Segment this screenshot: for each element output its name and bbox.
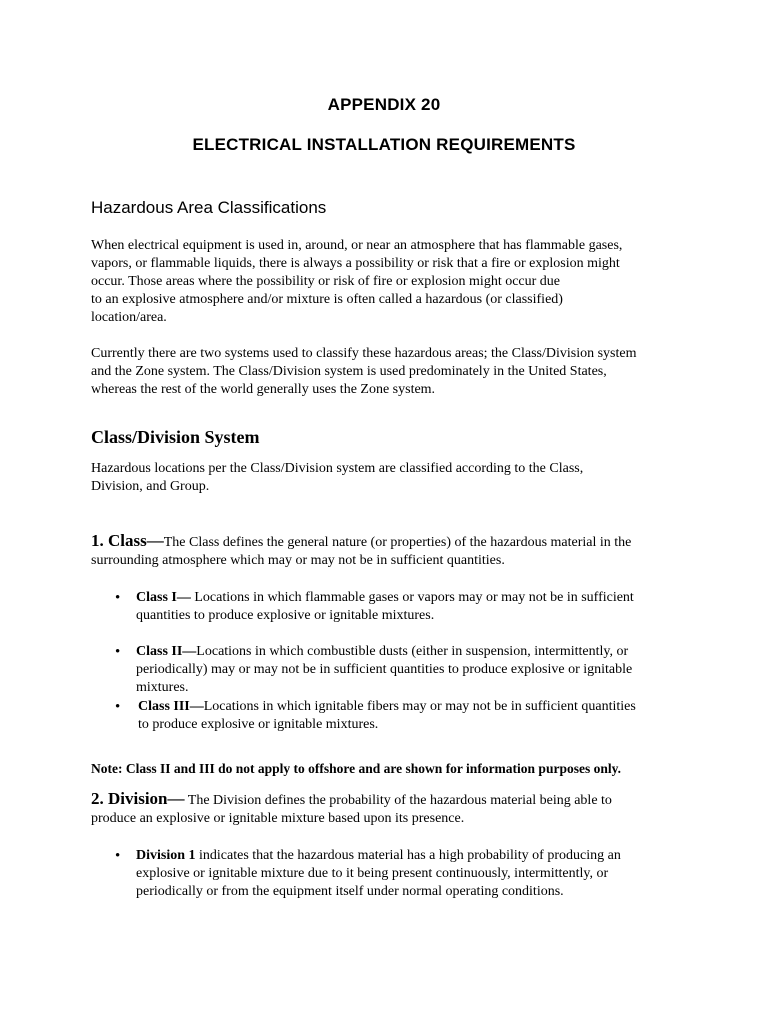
class-definition-line: surrounding atmosphere which may or may not be in sufficient quantities. xyxy=(91,553,505,568)
list-item-division-1: Division 1 indicates that the hazardous material has a high probability of producing an explosive or ignitable mixture due to it being present continuously, intermittently, or periodically or from the equipment itself under normal operating conditions. xyxy=(136,848,621,899)
paragraph-line: vapors, or flammable liquids, there is always a possibility or risk that a fire or explosion might xyxy=(91,256,620,271)
paragraph-line: Division, and Group. xyxy=(91,479,210,494)
main-title: ELECTRICAL INSTALLATION REQUIREMENTS xyxy=(192,135,576,154)
division-definition-line: 2. Division— The Division defines the probability of the hazardous material being able to xyxy=(91,789,612,808)
paragraph-two-systems xyxy=(91,345,637,399)
section-heading-class-division: Class/Division System xyxy=(91,427,260,447)
paragraph-line: and the Zone system. The Class/Division system is used predominately in the United States, xyxy=(91,364,607,379)
bullet-icon: • xyxy=(115,590,121,606)
paragraph-line: When electrical equipment is used in, around, or near an atmosphere that has flammable gases, xyxy=(91,238,623,253)
division-definition xyxy=(91,790,612,828)
appendix-title: APPENDIX 20 xyxy=(327,95,441,114)
paragraph-hazardous-intro xyxy=(91,237,622,327)
bullet-icon: • xyxy=(115,699,121,715)
paragraph-line: occur. Those areas where the possibility or risk of fire or explosion might occur due xyxy=(91,274,561,289)
bullet-icon: • xyxy=(115,644,121,660)
note-offshore: Note: Class II and III do not apply to offshore and are shown for information purposes only. xyxy=(91,761,621,776)
class-definition xyxy=(91,532,631,570)
list-item-class-i: Class I— Locations in which flammable gases or vapors may or may not be in sufficient quantities to produce explosive or ignitable mixtures. xyxy=(136,590,634,623)
paragraph-line: Hazardous locations per the Class/Division system are classified according to the Class, xyxy=(91,461,584,476)
list-item-class-ii: Class II—Locations in which combustible dusts (either in suspension, intermittently, or periodically) may or may not be in sufficient quantities to produce explosive or ignitable mixtures. xyxy=(136,644,633,695)
paragraph-line: Currently there are two systems used to classify these hazardous areas; the Class/Division system xyxy=(91,346,637,361)
section-heading-hazardous-area: Hazardous Area Classifications xyxy=(91,198,327,217)
paragraph-classified-according xyxy=(91,460,583,496)
paragraph-line: location/area. xyxy=(91,310,167,325)
paragraph-line: to an explosive atmosphere and/or mixture is often called a hazardous (or classified) xyxy=(91,292,563,307)
class-definition-line: 1. Class—The Class defines the general nature (or properties) of the hazardous material in the xyxy=(91,531,632,550)
paragraph-line: whereas the rest of the world generally uses the Zone system. xyxy=(91,382,436,397)
division-definition-line: produce an explosive or ignitable mixture based upon its presence. xyxy=(91,811,465,826)
division-heading: 2. Division— xyxy=(91,789,185,808)
bullet-icon: • xyxy=(115,848,121,864)
class-heading: 1. Class— xyxy=(91,531,164,550)
list-item-class-iii: Class III—Locations in which ignitable fibers may or may not be in sufficient quantities to produce explosive or ignitable mixtures. xyxy=(138,699,636,732)
